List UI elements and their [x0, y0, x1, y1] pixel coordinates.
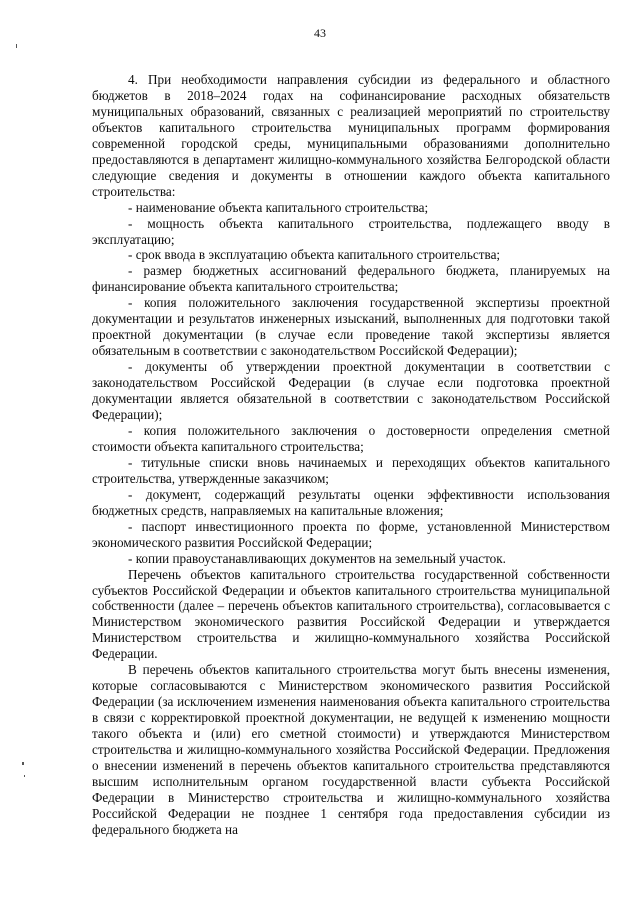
list-item: - наименование объекта капитального строительства; — [128, 199, 429, 215]
list-item: - копии правоустанавливающих документов на земельный участок. — [128, 550, 506, 566]
document-body — [92, 72, 610, 838]
paragraph-intro: 4. При необходимости направления субсидии из федерального и областного бюджетов в 2018–2024 годах на софинансирование расходных обязательств муниципальных образований, связанных с реализацией мероприятий по строительству объектов капитального строительства муниципальных программ формирования современной городской среды, муниципальными образованиями дополнительно предоставляются в департамент жилищно-коммунального хозяйства Белгородской области следующие сведения и документы в отношении каждого объекта капитального строительства: — [92, 72, 610, 199]
list-item: - документ, содержащий результаты оценки эффективности использования бюджетных средств, направляемых на капитальные вложения; — [92, 486, 610, 518]
list-item: - мощность объекта капитального строительства, подлежащего вводу в эксплуатацию; — [92, 215, 610, 247]
list-item: - копия положительного заключения о достоверности определения сметной стоимости объекта капитального строительства; — [92, 422, 610, 454]
page-number: 43 — [314, 26, 326, 40]
list-item: - документы об утверждении проектной документации в соответствии с законодательством Российской Федерации (в случае если подготовка проектной документации является обязательной в соответствии с законодательством Российской Федерации); — [92, 359, 610, 423]
scan-mark-left-top — [16, 44, 17, 48]
list-item: - паспорт инвестиционного проекта по форме, установленной Министерством экономического развития Российской Федерации; — [92, 518, 610, 550]
scan-mark-left-bottom — [22, 762, 24, 765]
list-item: - титульные списки вновь начинаемых и переходящих объектов капитального строительства, утвержденные заказчиком; — [92, 454, 610, 486]
scan-mark-left-dot — [24, 775, 25, 777]
paragraph-list-definition: Перечень объектов капитального строительства государственной собственности субъектов Российской Федерации и объектов капитального строительства муниципальной собственности (далее – перечень объектов капитального строительства), согласовывается с Министерством экономического развития Российской Федерации и утверждается Министерством строительства и жилищно-коммунального хозяйства Российской Федерации. — [92, 566, 610, 662]
list-item: - размер бюджетных ассигнований федерального бюджета, планируемых на финансирование объекта капитального строительства; — [92, 263, 610, 295]
list-item: - срок ввода в эксплуатацию объекта капитального строительства; — [128, 247, 501, 263]
list-item: - копия положительного заключения государственной экспертизы проектной документации и результатов инженерных изысканий, выполненных для подготовки такой проектной документации (в случае если проведение такой экспертизы является обязательным в соответствии с законодательством Российской Федерации); — [92, 295, 610, 359]
paragraph-list-changes: В перечень объектов капитального строительства могут быть внесены изменения, которые согласовываются с Министерством экономического развития Российской Федерации (за исключением изменения наименования объекта капитального строительства в связи с корректировкой проектной документации, не ведущей к изменению мощности такого объекта и (или) его сметной стоимости) и утверждаются Министерством строительства и жилищно-коммунального хозяйства Российской Федерации. Предложения о внесении изменений в перечень объектов капитального строительства представляются высшим исполнительным органом государственной власти субъекта Российской Федерации в Министерство строительства и жилищно-коммунального хозяйства Российской Федерации не позднее 1 сентября года предоставления субсидии из федерального бюджета на — [92, 662, 610, 837]
